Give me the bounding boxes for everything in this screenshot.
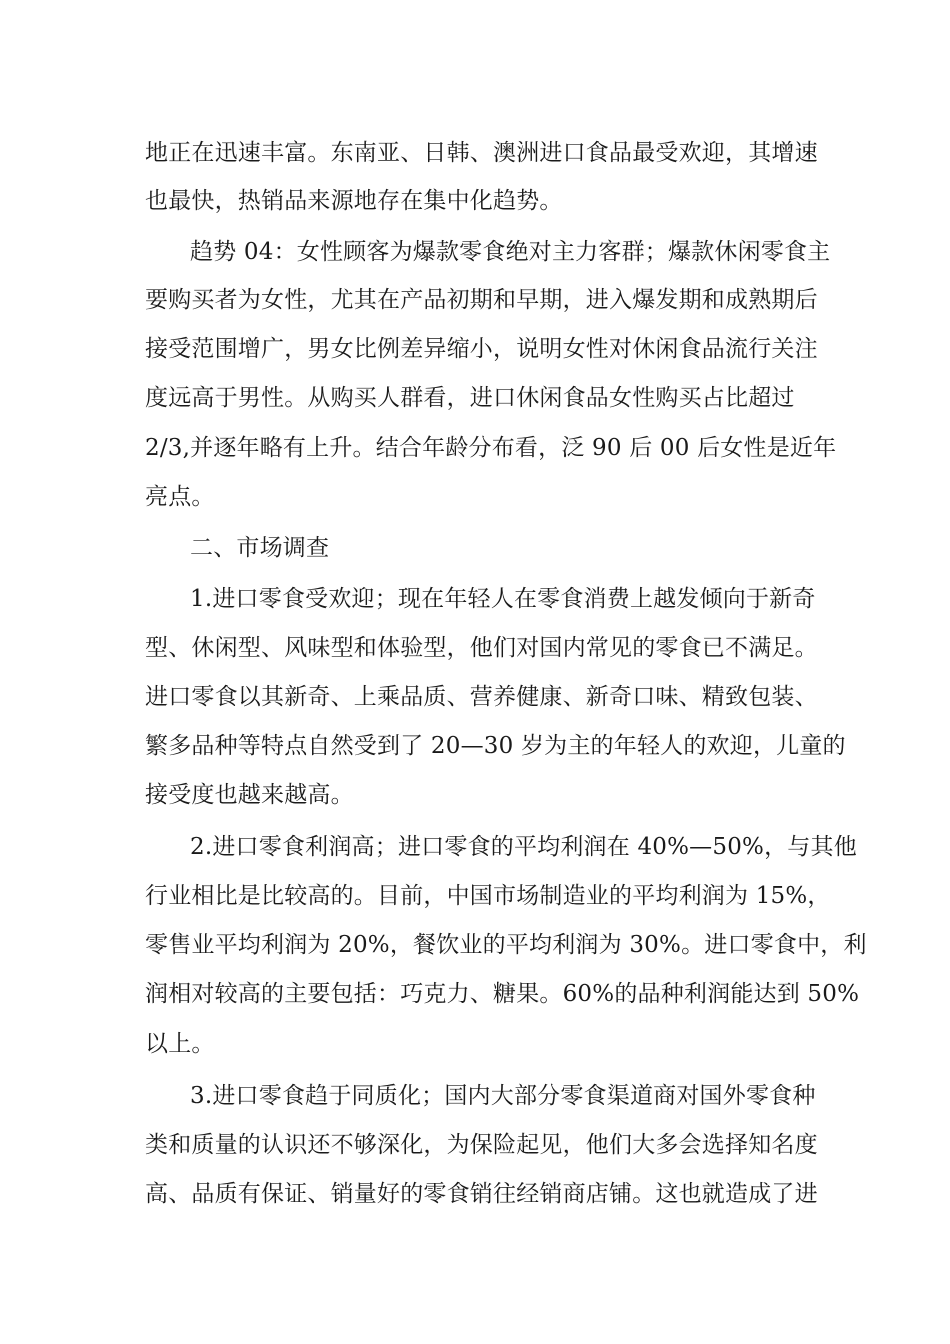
text-line-2: 也最快，热销品来源地存在集中化趋势。 — [145, 188, 563, 214]
section-heading: 二、市场调查 — [190, 535, 330, 561]
text-line-14: 接受度也越来越高。 — [145, 782, 354, 808]
text-line-1: 地正在迅速丰富。东南亚、日韩、澳洲进口食品最受欢迎，其增速 — [145, 140, 818, 166]
text-line-12: 进口零食以其新奇、上乘品质、营养健康、新奇口味、精致包装、 — [145, 684, 818, 710]
text-line-20: 3.进口零食趋于同质化；国内大部分零食渠道商对国外零食种 — [190, 1083, 816, 1109]
text-line-13: 繁多品种等特点自然受到了 20—30 岁为主的年轻人的欢迎，儿童的 — [145, 733, 846, 759]
text-line-4: 要购买者为女性，尤其在产品初期和早期，进入爆发期和成熟期后 — [145, 287, 818, 313]
text-line-18: 润相对较高的主要包括：巧克力、糖果。60%的品种利润能达到 50% — [145, 981, 860, 1007]
text-line-7: 2/3,并逐年略有上升。结合年龄分布看，泛 90 后 00 后女性是近年 — [145, 435, 837, 461]
text-line-21: 类和质量的认识还不够深化，为保险起见，他们大多会选择知名度 — [145, 1132, 818, 1158]
text-line-16: 行业相比是比较高的。目前，中国市场制造业的平均利润为 15%， — [145, 883, 831, 909]
text-line-5: 接受范围增广，男女比例差异缩小，说明女性对休闲食品流行关注 — [145, 336, 818, 362]
text-line-19: 以上。 — [145, 1031, 215, 1057]
text-line-22: 高、品质有保证、销量好的零食销往经销商店铺。这也就造成了进 — [145, 1181, 818, 1207]
text-line-11: 型、休闲型、风味型和体验型，他们对国内常见的零食已不满足。 — [145, 635, 818, 661]
text-line-6: 度远高于男性。从购买人群看，进口休闲食品女性购买占比超过 — [145, 385, 795, 411]
text-line-10: 1.进口零食受欢迎；现在年轻人在零食消费上越发倾向于新奇 — [190, 586, 816, 612]
text-line-8: 亮点。 — [145, 484, 215, 510]
text-line-17: 零售业平均利润为 20%，餐饮业的平均利润为 30%。进口零食中，利 — [145, 932, 867, 958]
text-line-15: 2.进口零食利润高；进口零食的平均利润在 40%—50%，与其他 — [190, 834, 857, 860]
text-line-3: 趋势 04：女性顾客为爆款零食绝对主力客群；爆款休闲零食主 — [190, 239, 831, 265]
